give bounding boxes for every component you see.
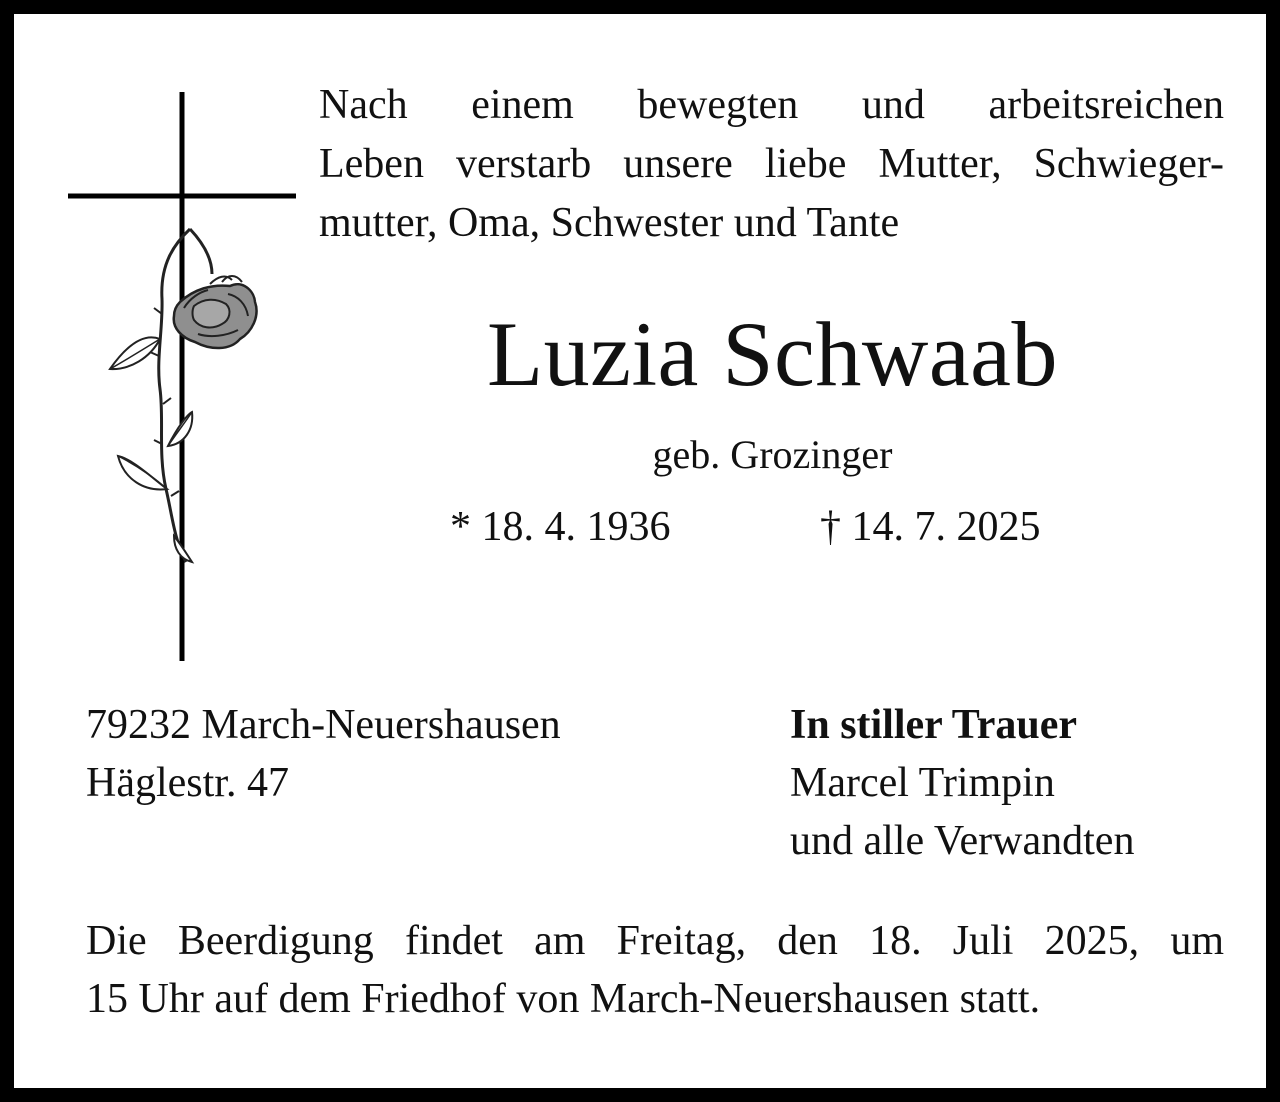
funeral-info (86, 912, 1224, 1028)
mourners-heading: In stiller Trauer (790, 702, 1077, 748)
intro-line: Nach einem bewegten und arbeitsreichen (319, 82, 1224, 128)
life-dates (320, 501, 1225, 556)
intro-text (319, 76, 1224, 253)
death-date: † 14. 7. 2025 (820, 504, 1041, 550)
intro-line: Leben verstarb unsere liebe Mutter, Schwieger- (319, 141, 1224, 187)
mourner-name: Marcel Trimpin (790, 760, 1055, 806)
cross-with-rose-icon (62, 84, 302, 669)
address-line: Häglestr. 47 (86, 760, 289, 806)
address-line: 79232 March-Neuershausen (86, 702, 561, 748)
maiden-name: geb. Grozinger (652, 432, 893, 477)
birth-date: * 18. 4. 1936 (450, 504, 671, 550)
deceased-name: Luzia Schwaab (486, 303, 1059, 405)
funeral-line: Die Beerdigung findet am Freitag, den 18. Juli 2025, um (86, 918, 1224, 964)
intro-line: mutter, Oma, Schwester und Tante (319, 200, 900, 246)
mourners-block (790, 696, 1134, 870)
address-block (86, 696, 561, 812)
funeral-line: 15 Uhr auf dem Friedhof von March-Neuershausen statt. (86, 976, 1041, 1022)
mourner-name: und alle Verwandten (790, 818, 1135, 864)
